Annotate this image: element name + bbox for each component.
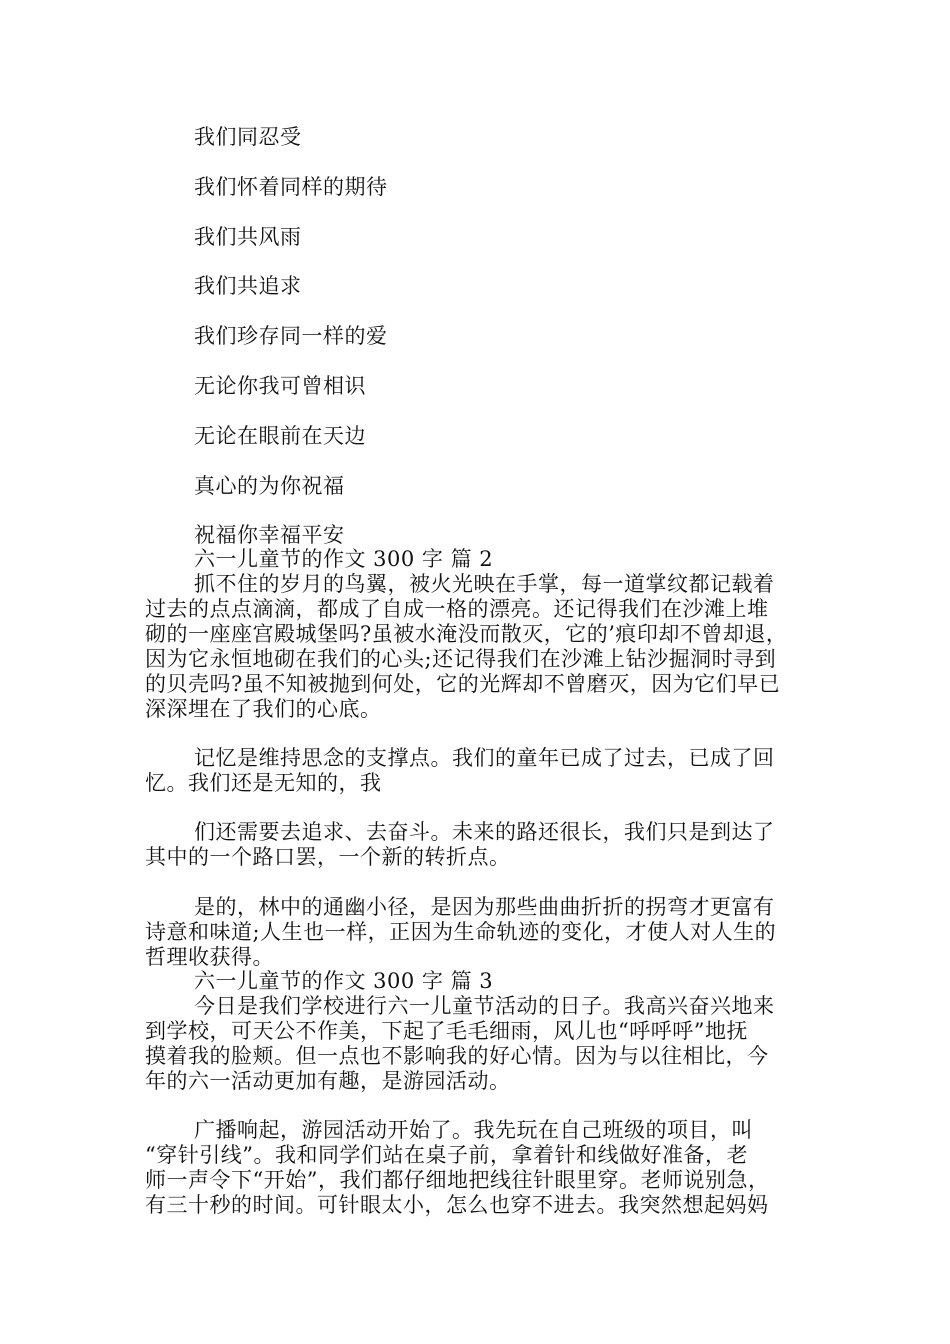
paragraph-line: 深深埋在了我们的心底。 — [145, 697, 382, 721]
paragraph-line: 们还需要去追求、去奋斗。未来的路还很长，我们只是到达了 — [194, 820, 775, 844]
paragraph-line: 过去的点点滴滴，都成了自成一格的漂亮。还记得我们在沙滩上堆 — [145, 597, 769, 621]
paragraph-line: 诗意和味道;人生也一样，正因为生命轨迹的变化，才使人对人生的 — [145, 920, 777, 944]
paragraph-line: 广播响起，游园活动开始了。我先玩在自己班级的项目，叫 — [194, 1118, 753, 1142]
poem-line: 无论你我可曾相识 — [194, 374, 366, 398]
poem-line: 我们共追求 — [194, 274, 302, 298]
paragraph-line: 砌的一座座宫殿城堡吗?虽被水淹没而散灭，它的’痕印却不曾却退， — [145, 622, 788, 646]
paragraph-line: “穿针引线”。我和同学们站在桌子前，拿着针和线做好准备，老 — [145, 1143, 748, 1167]
section-heading: 六一儿童节的作文 300 字 篇 2 — [194, 547, 494, 571]
poem-line: 无论在眼前在天边 — [194, 424, 366, 448]
paragraph-line: 年的六一活动更加有趣，是游园活动。 — [145, 1069, 511, 1093]
paragraph-line: 哲理收获得。 — [145, 945, 274, 969]
poem-line: 祝福你幸福平安 — [194, 523, 345, 547]
poem-line: 我们同忍受 — [194, 125, 302, 149]
poem-line: 我们共风雨 — [194, 225, 302, 249]
paragraph-line: 是的，林中的通幽小径，是因为那些曲曲折折的拐弯才更富有 — [194, 895, 775, 919]
paragraph-line: 抓不住的岁月的鸟翼，被火光映在手掌，每一道掌纹都记载着 — [194, 572, 775, 596]
paragraph-line: 有三十秒的时间。可针眼太小，怎么也穿不进去。我突然想起妈妈 — [145, 1193, 769, 1217]
paragraph-line: 因为它永恒地砌在我们的心头;还记得我们在沙滩上钻沙掘洞时寻到 — [145, 647, 777, 671]
poem-line: 我们珍存同一样的爱 — [194, 324, 388, 348]
paragraph-line: 摸着我的脸颊。但一点也不影响我的好心情。因为与以往相比，今 — [145, 1044, 769, 1068]
paragraph-line: 到学校，可天公不作美，下起了毛毛细雨，风儿也“呼呼呼”地抚 — [145, 1019, 748, 1043]
paragraph-line: 记忆是维持思念的支撑点。我们的童年已成了过去，已成了回 — [194, 746, 775, 770]
paragraph-line: 师一声令下“开始”，我们都仔细地把线往针眼里穿。老师说别急， — [145, 1168, 770, 1192]
poem-line: 我们怀着同样的期待 — [194, 175, 388, 199]
paragraph-line: 今日是我们学校进行六一儿童节活动的日子。我高兴奋兴地来 — [194, 994, 775, 1018]
paragraph-line: 其中的一个路口罢，一个新的转折点。 — [145, 845, 511, 869]
section-heading: 六一儿童节的作文 300 字 篇 3 — [194, 969, 494, 993]
poem-line: 真心的为你祝福 — [194, 474, 345, 498]
paragraph-line: 忆。我们还是无知的，我 — [145, 771, 382, 795]
paragraph-line: 的贝壳吗?虽不知被抛到何处，它的光辉却不曾磨灭，因为它们早已 — [145, 672, 781, 696]
